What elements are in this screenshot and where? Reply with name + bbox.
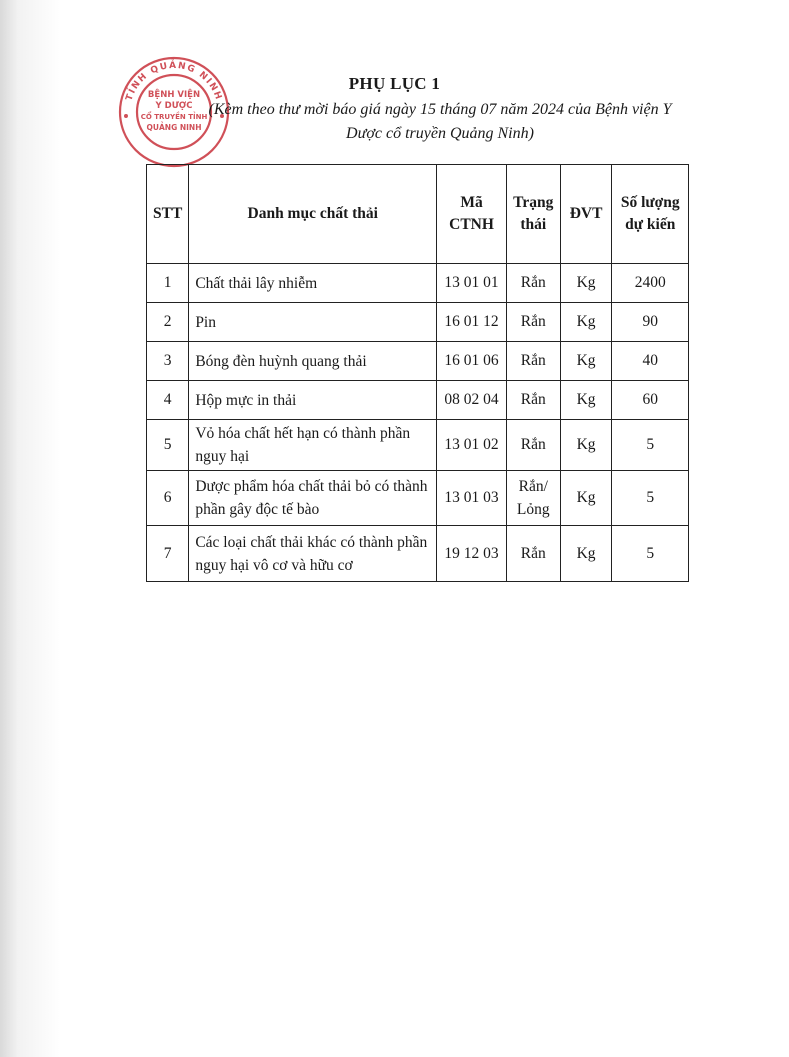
page-subtitle: (Kèm theo thư mời báo giá ngày 15 tháng 07 năm 2024 của Bệnh viện Y Dược cổ truyền Quảng Ninh) bbox=[208, 101, 672, 142]
table-row bbox=[147, 381, 689, 420]
stamp-outer-text: TỈNH QUẢNG NINH bbox=[124, 60, 224, 103]
row-state: Rắn bbox=[506, 264, 560, 303]
row-state: Rắn/ Lỏng bbox=[506, 471, 560, 526]
table-row bbox=[147, 471, 689, 526]
row-unit: Kg bbox=[560, 381, 612, 420]
row-name: Bóng đèn huỳnh quang thải bbox=[189, 342, 437, 381]
header-state: Trạng thái bbox=[506, 165, 560, 264]
row-state: Rắn bbox=[506, 420, 560, 471]
table-row bbox=[147, 264, 689, 303]
row-qty: 5 bbox=[612, 471, 689, 526]
svg-text:Y DƯỢC: Y DƯỢC bbox=[155, 101, 193, 111]
row-unit: Kg bbox=[560, 420, 612, 471]
table-row bbox=[147, 526, 689, 582]
row-stt: 2 bbox=[147, 303, 189, 342]
table-row bbox=[147, 420, 689, 471]
row-code: 16 01 12 bbox=[437, 303, 507, 342]
row-name: Vỏ hóa chất hết hạn có thành phần nguy hại bbox=[189, 420, 437, 471]
row-name: Dược phẩm hóa chất thải bỏ có thành phần gây độc tế bào bbox=[189, 471, 437, 526]
row-qty: 60 bbox=[612, 381, 689, 420]
row-unit: Kg bbox=[560, 264, 612, 303]
table-row bbox=[147, 303, 689, 342]
page-title: PHỤ LỤC 1 bbox=[348, 74, 441, 93]
row-stt: 5 bbox=[147, 420, 189, 471]
row-state: Rắn bbox=[506, 526, 560, 582]
row-unit: Kg bbox=[560, 342, 612, 381]
row-state: Rắn bbox=[506, 303, 560, 342]
header-category: Danh mục chất thải bbox=[189, 165, 437, 264]
svg-text:QUẢNG NINH: QUẢNG NINH bbox=[146, 123, 202, 132]
row-unit: Kg bbox=[560, 303, 612, 342]
row-qty: 40 bbox=[612, 342, 689, 381]
row-unit: Kg bbox=[560, 471, 612, 526]
row-code: 08 02 04 bbox=[437, 381, 507, 420]
row-stt: 4 bbox=[147, 381, 189, 420]
row-name: Các loại chất thải khác có thành phần nguy hại vô cơ và hữu cơ bbox=[189, 526, 437, 582]
header-code: Mã CTNH bbox=[437, 165, 507, 264]
row-code: 16 01 06 bbox=[437, 342, 507, 381]
row-stt: 3 bbox=[147, 342, 189, 381]
row-name: Chất thải lây nhiễm bbox=[189, 264, 437, 303]
row-code: 13 01 02 bbox=[437, 420, 507, 471]
row-qty: 2400 bbox=[612, 264, 689, 303]
row-state: Rắn bbox=[506, 381, 560, 420]
row-stt: 6 bbox=[147, 471, 189, 526]
waste-table bbox=[146, 164, 689, 582]
header-unit: ĐVT bbox=[560, 165, 612, 264]
row-code: 13 01 01 bbox=[437, 264, 507, 303]
row-name: Hộp mực in thải bbox=[189, 381, 437, 420]
row-code: 19 12 03 bbox=[437, 526, 507, 582]
row-code: 13 01 03 bbox=[437, 471, 507, 526]
row-name: Pin bbox=[189, 303, 437, 342]
header-quantity: Số lượng dự kiến bbox=[612, 165, 689, 264]
row-qty: 90 bbox=[612, 303, 689, 342]
row-qty: 5 bbox=[612, 420, 689, 471]
row-qty: 5 bbox=[612, 526, 689, 582]
svg-text:BỆNH VIỆN: BỆNH VIỆN bbox=[147, 90, 201, 100]
table-header-row bbox=[147, 165, 689, 264]
row-stt: 7 bbox=[147, 526, 189, 582]
row-unit: Kg bbox=[560, 526, 612, 582]
table-row bbox=[147, 342, 689, 381]
svg-text:CỔ TRUYỀN TỈNH: CỔ TRUYỀN TỈNH bbox=[140, 113, 208, 121]
header-stt: STT bbox=[147, 165, 189, 264]
row-state: Rắn bbox=[506, 342, 560, 381]
row-stt: 1 bbox=[147, 264, 189, 303]
